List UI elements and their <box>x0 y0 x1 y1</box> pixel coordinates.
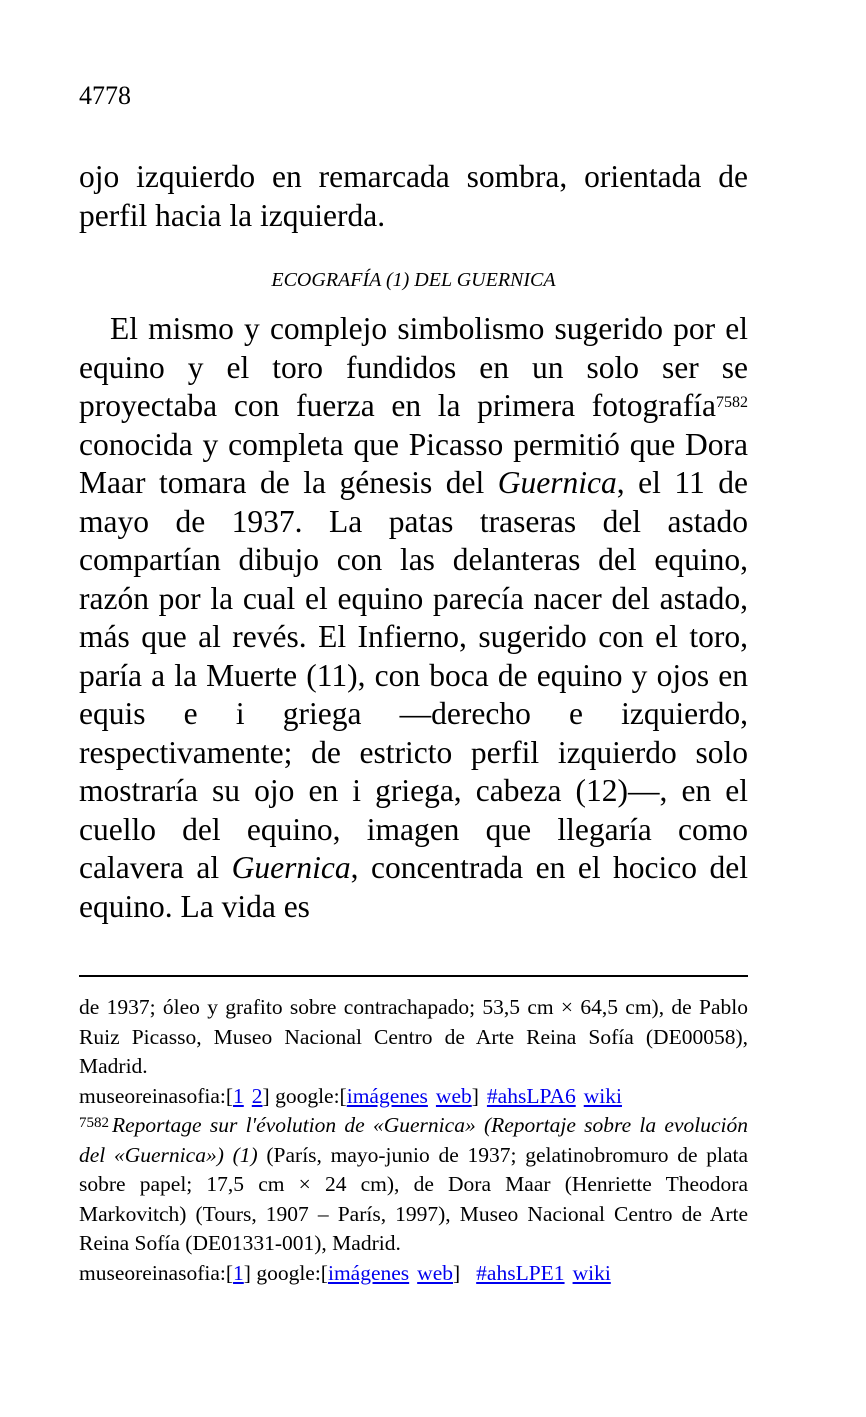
italic-title-guernica: Guernica <box>497 465 617 500</box>
footnote-divider <box>79 975 748 977</box>
museo-link-2[interactable]: 2 <box>251 1083 263 1108</box>
footnote-title: Reportage sur l'évolution de «Guernica» (Reportaje sobre la evolución del «Guernica») (1) <box>79 1113 748 1167</box>
links-close: ] <box>453 1260 461 1285</box>
links-prefix: museoreinasofia:[ <box>79 1083 234 1108</box>
museo-link-1[interactable]: 1 <box>233 1083 244 1108</box>
body-paragraph <box>79 310 748 926</box>
links-mid: ] google:[ <box>262 1083 347 1108</box>
footnote-links-1 <box>79 1082 748 1112</box>
footnote-continuation: de 1937; óleo y grafito sobre contrachapado; 53,5 cm × 64,5 cm), de Pablo Ruiz Picasso, Museo Nacional Centro de Arte Reina Sofía (DE00058), Madrid. <box>79 995 748 1078</box>
wiki-link[interactable]: wiki <box>583 1083 622 1108</box>
links-prefix: museoreinasofia:[ <box>79 1260 234 1285</box>
top-paragraph-block <box>79 158 748 235</box>
top-paragraph: ojo izquierdo en remarcada sombra, orientada de perfil hacia la izquierda. <box>79 159 748 233</box>
footnote-reference[interactable]: 7582 <box>716 394 748 411</box>
italic-title-guernica: Guernica <box>231 850 351 885</box>
google-images-link[interactable]: imágenes <box>346 1083 428 1108</box>
section-heading: ECOGRAFÍA (1) DEL GUERNICA <box>271 269 556 291</box>
footnote-links-2 <box>79 1259 748 1289</box>
body-text-4: , concentrada en el hocico del equino. La vida es <box>79 850 748 924</box>
hashtag-link[interactable]: #ahsLPE1 <box>476 1260 565 1285</box>
footnotes <box>79 993 748 1288</box>
hashtag-link[interactable]: #ahsLPA6 <box>486 1083 576 1108</box>
page-number: 4778 <box>79 81 131 110</box>
body-text-1: El mismo y complejo simbolismo sugerido por el equino y el toro fundidos en un solo ser se proyectaba con fuerza en la primera fotografía <box>79 311 748 423</box>
wiki-link[interactable]: wiki <box>572 1260 611 1285</box>
footnote-number: 7582 <box>79 1115 109 1131</box>
museo-link-1[interactable]: 1 <box>233 1260 244 1285</box>
body-text-2: conocida y completa que Picasso permitió que Dora Maar tomara de la génesis del <box>79 426 748 500</box>
footnote-text: (París, mayo-junio de 1937; gelatinobromuro de plata sobre papel; 17,5 cm × 24 cm), de Dora Maar (Henriette Theodora Markovitch) (Tours, 1907 – París, 1997), Museo Nacional Centro de Arte Reina Sofía (DE01331-001), Madrid. <box>79 1142 749 1255</box>
google-web-link[interactable]: web <box>417 1260 453 1285</box>
google-images-link[interactable]: imágenes <box>327 1260 410 1285</box>
links-mid: ] google:[ <box>243 1260 328 1285</box>
footnote-7582 <box>79 1111 748 1259</box>
body-paragraph-block <box>79 310 748 926</box>
body-text-3: , el 11 de mayo de 1937. La patas traseras del astado compartían dibujo con las delanteras del equino, razón por la cual el equino parecía nacer del astado, más que al revés. El Infierno, sugerido con el toro, paría a la Muerte (11), con boca de equino y ojos en equis e i griega —derecho e izquierdo, respectivamente; de estricto perfil izquierdo solo mostraría su ojo en i griega, cabeza (12)—, en el cuello del equino, imagen que llegaría como calavera al <box>79 465 748 885</box>
links-close: ] <box>471 1083 479 1108</box>
google-web-link[interactable]: web <box>435 1083 472 1108</box>
